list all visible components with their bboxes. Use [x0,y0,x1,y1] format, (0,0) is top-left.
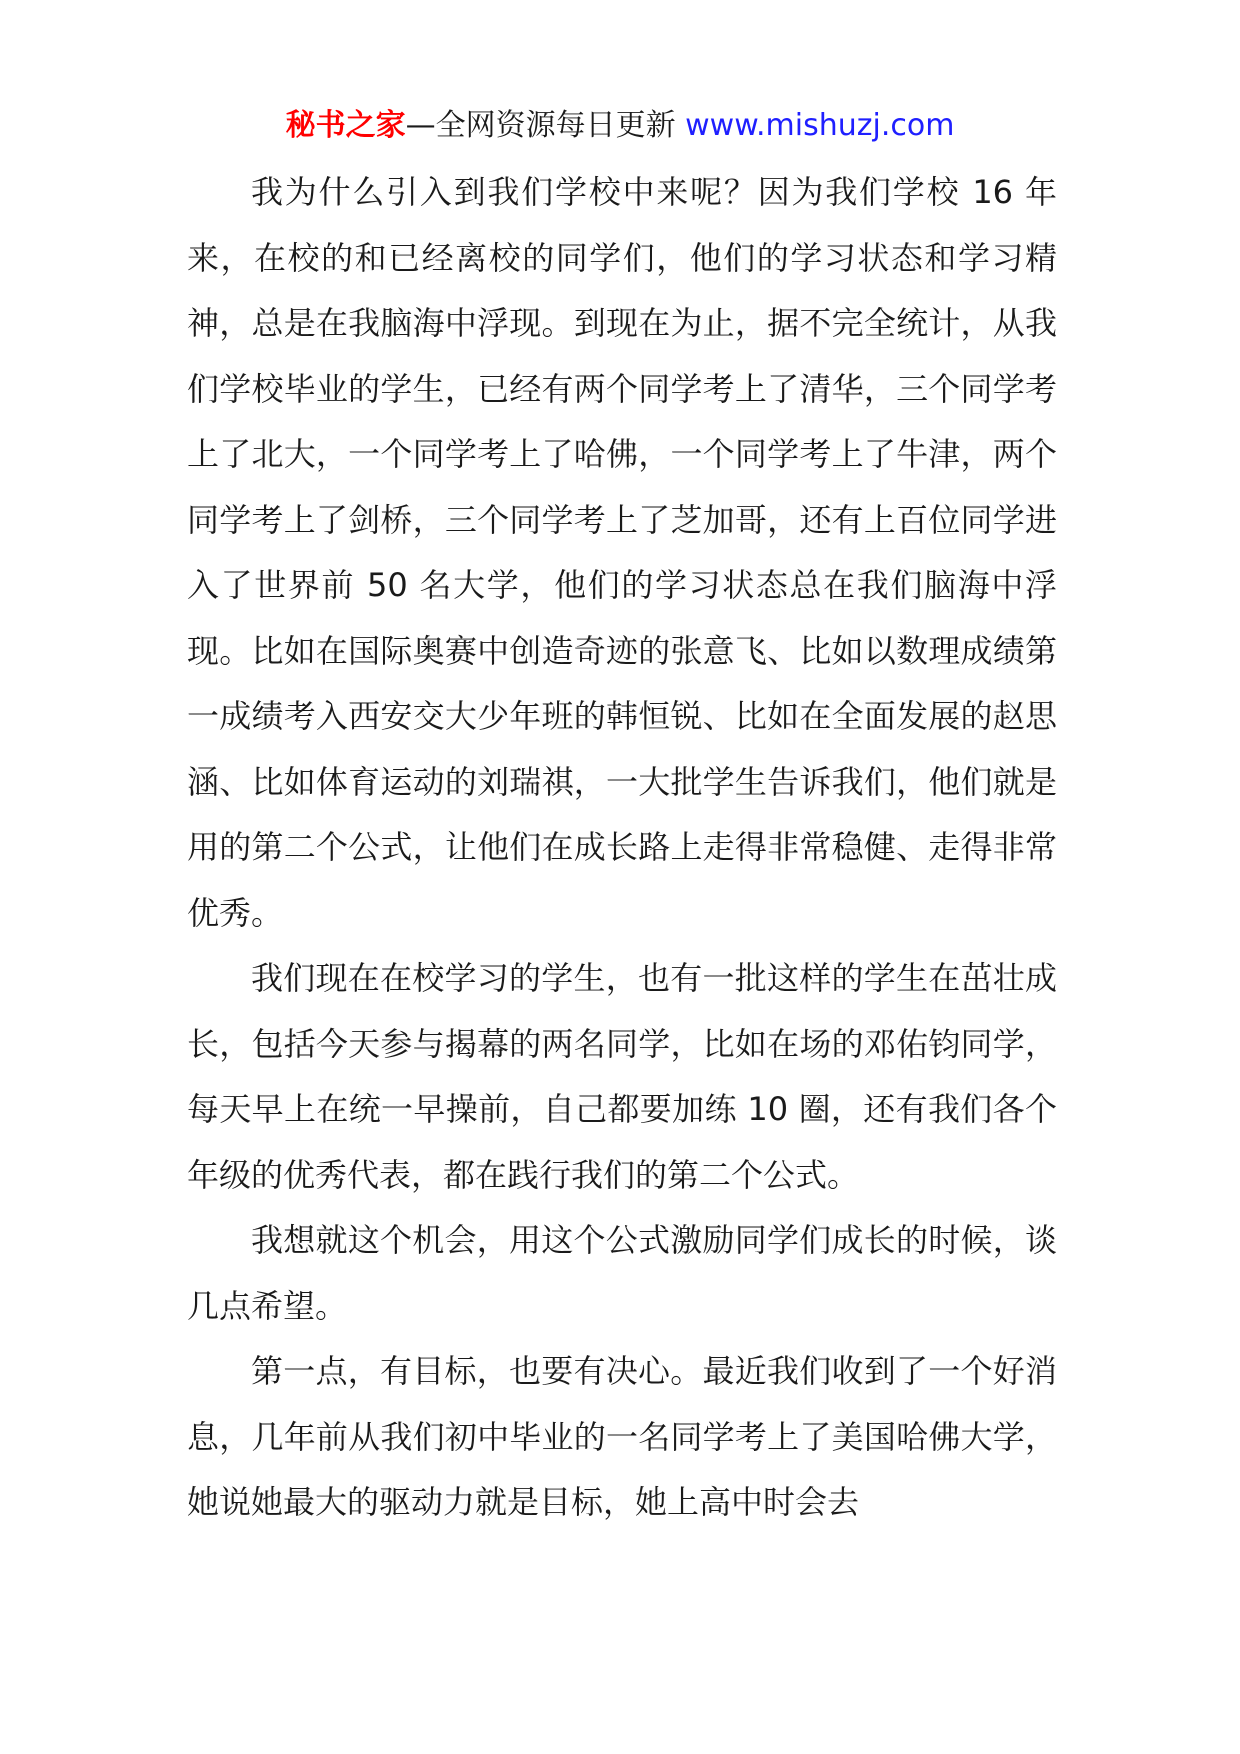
paragraph-2: 我们现在在校学习的学生，也有一批这样的学生在茁壮成长，包括今天参与揭幕的两名同学，比如在场的邓佑钧同学，每天早上在统一早操前，自己都要加练 10 圈，还有我们各个年级的优秀代表，都在践行我们的第二个公式。 [187,959,1057,1194]
document-body [187,160,1057,1536]
paragraph-1: 我为什么引入到我们学校中来呢？因为我们学校 16 年来，在校的和已经离校的同学们，他们的学习状态和学习精神，总是在我脑海中浮现。到现在为止，据不完全统计，从我们学校毕业的学生，已经有两个同学考上了清华，三个同学考上了北大，一个同学考上了哈佛，一个同学考上了牛津，两个同学考上了剑桥，三个同学考上了芝加哥，还有上百位同学进入了世界前 50 名大学，他们的学习状态总在我们脑海中浮现。比如在国际奥赛中创造奇迹的张意飞、比如以数理成绩第一成绩考入西安交大少年班的韩恒锐、比如在全面发展的赵思涵、比如体育运动的刘瑞祺，一大批学生告诉我们，他们就是用的第二个公式，让他们在成长路上走得非常稳健、走得非常优秀。 [187,173,1057,932]
page-header [0,104,1240,148]
paragraph-4: 第一点，有目标，也要有决心。最近我们收到了一个好消息，几年前从我们初中毕业的一名同学考上了美国哈佛大学，她说她最大的驱动力就是目标，她上高中时会去 [187,1352,1057,1521]
header-brand: 秘书之家 [285,108,406,143]
header-tagline: —全网资源每日更新 [405,108,676,143]
paragraph-3: 我想就这个机会，用这个公式激励同学们成长的时候，谈几点希望。 [187,1221,1057,1325]
header-url-link[interactable]: www.mishuzj.com [685,108,955,143]
